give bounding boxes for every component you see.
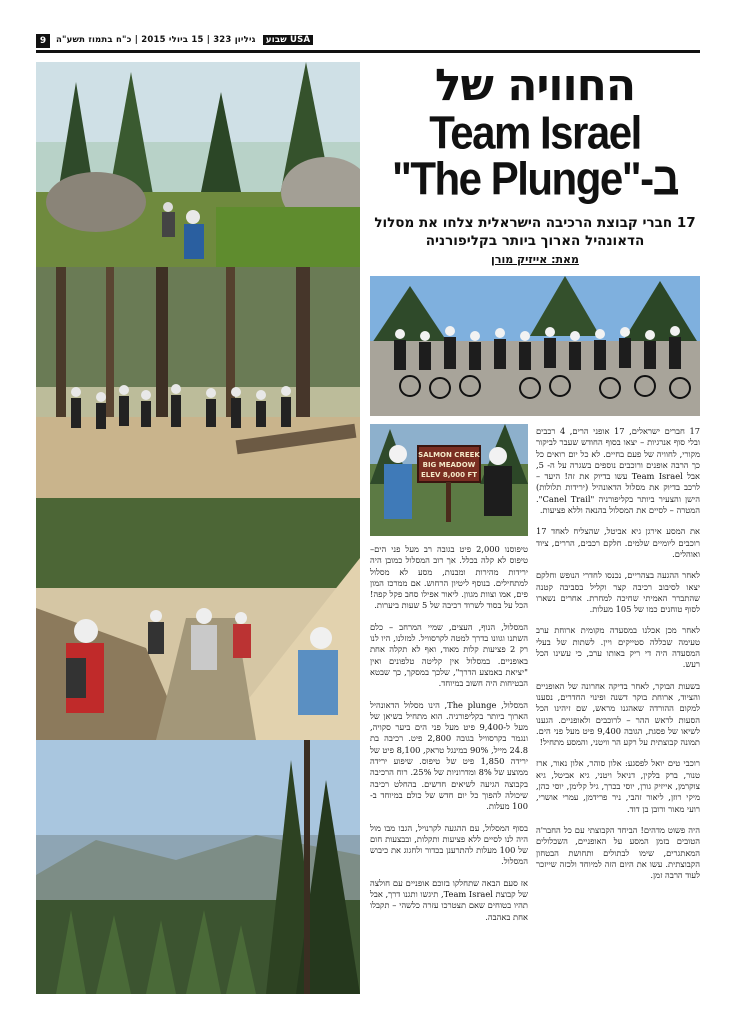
- paragraph: לאחר ההגעה בצהריים, נכנסו לחדרי הנופש וחלקם יצאו לסיבוב רכיבה קצר וקליל בסביבה קטנה שהתברר האמיתי שחיכה למחרת. אחרים נשארו לסוף טוחנים כמו של 105 מעלות.: [536, 570, 700, 615]
- article-title: [370, 60, 700, 205]
- paragraph: טיפוסנו 2,000 פיט בגובה רב מעל פני הים– טיפוס לא קלה בכלל. אך רוב המסלול כמובן היה ירידות מהירות ומבנות, מסע לא מסלול למתחילים. בנוסף ליטיון הרחוש. אם ממרכז המון פים, אמו וצוות מגוון. ליאור אפילו סחב פקל קפה! הכל על בסוד לשרוד רכיבה של 5 שעות ביערות.: [370, 544, 528, 611]
- publication-logo: USA שבוע: [263, 35, 313, 45]
- photo-riders-trail: [36, 498, 360, 740]
- paragraph: רוכבי טים יואל לפסגע: אלון סוהר, אלון נאור, ארז טנור, ברק בלקין, דניאל ויטני, גיא אביטל, גיא צוקרמן, אייזיק גורן, יוסי בכרך, גיל קלימן, יוסי כהן, מיקי רוזן, ליאור זהבי, ניר פרידמן, עמרי אושרי, רועי מאור ורובן בן דוד.: [536, 758, 700, 814]
- text-column-right: [536, 426, 700, 996]
- paragraph: בסוף המסלול, עם ההגעה לקרנויל, הגבו מבו מול היה לנו לסיים ללא פציעות ותקלות, ובבצעות חום של 100 מעלות להתרענן בכדור ולחגוג את כיבוש המסלול.: [370, 822, 528, 867]
- paragraph: לאחר מכן אכלנו במסעדה מקומית ארוחת ערב טעימה שכללה סטייקים ויין. לשתות של בעלי המסעדה היה די ריק באותו ערב, כי עשינו הכל רעש.: [536, 625, 700, 670]
- page-number: 9: [36, 34, 50, 48]
- paragraph: המסלול, The plunge, הינו מסלול הדאונהיל הארוך ביותר בקליפורניה. הוא מתחיל בשיאן של מעל ל-9,400 פיט מעל פני הים ביער סקויה, ונגמר בקרסוויל בגובה 2,800 פיט. רכיבה בת 24.8 מייל, 90% במינגל טראק, 8,100 פיט של ירידה 1,850 פיט של טיפוס. שיפוע ירידה ממוצע של 8% ומדרוניות של 25%. רוח הרכיבה בקבוצה הגיעה לשיאים חדשים. בהחלט רכיבה שיכולה להפוך כל יום חדש של כולם במיוחד ב- 100 מעלות.: [370, 699, 528, 812]
- paragraph: בשעות הבוקר, לאחר בדיקה אחרונה של האופניים והציוד, ארוחת בוקר דשנה ופינוי החדרים, נסענו למקום ההורדה שאהגנו מראש, שם זיהינו הכל הסעות לראש ההר – לרוכבים ולאופניים. הגענו לשיאו של פסגת, הגובה 9,400 פיט מעל פני הים. תמונה קבוצתית על רקע הר וויטני, והמסע מתחיל!: [536, 680, 701, 748]
- photo-salmon-creek-sign: [370, 424, 528, 536]
- sign-text-3: ELEV 8,000 FT: [420, 471, 478, 479]
- issue-line: גיליון 323 | 15 ביולי 2015 | כ"ח בתמוז תשע"ה: [56, 35, 256, 45]
- title-english: Team Israel: [429, 106, 641, 159]
- photo-team-group: [370, 276, 700, 416]
- header-rule: [36, 50, 700, 53]
- photo-forest-meadow: [36, 62, 360, 267]
- paragraph: המסלול, הנוף, העצים, שמיי המרחב – כלם השתנו וגוונו בדרך למטה לקרסוויל. למזלנו, היו לנו רק 2 פציעות קלות מאוד, ואף לא תקלה אחת באופניים. במסלול אין קליטה טלפונים ואין "יציאת באמצע הדרך", שלכך במסקך, כך שבטא הבטיחות היה חשוב במיוחד.: [370, 621, 528, 689]
- article-byline: מאת: אייזיק מורן: [491, 253, 579, 266]
- page-header: [36, 34, 700, 52]
- photo-valley-view: [36, 740, 360, 994]
- paragraph: 17 חברים ישראלים, 17 אופני הרים, 4 רכבים ובלי סוף אנרגיות – יצאו בסוף החודש שעבר לביקור מקורי, לחוויה של פעם בחיים. לא כל יום רואים כל כך הרבה אופנים ורוכבים נוספים בשגרה על ה- 5, אבל Team Israel עשו בדיוק את זה! היעד – לרכב בדיוק את מסלול הדאונהיל (ירידות תלולות) הישן והצעיר ביותר בקליפורניה "Canel Trail". המטרה – לסיים את המסלול בהנאה וללא פציעות.: [536, 426, 700, 516]
- issue-info: [56, 35, 313, 45]
- paragraph: את המסע אירגן גיא אביטל, שהצליח לאחד 17 רוכבים ליומיים שלמים. חלקם רכבים, הררים, ציוד ואוהלים.: [536, 526, 700, 559]
- paragraph: אז סעם הבאה שתחלקו בזוכם אופניים עם חולצה של קבוצת Team Israel, תיגשו ותגנו דרך, אבל תהיו בטוחים שאם תצטרכו עזרה כלשהי – תקבלו אחת באהבה.: [370, 877, 529, 922]
- title-hebrew: החוויה של: [434, 60, 636, 111]
- sign-text-1: SALMON CREEK: [418, 451, 480, 459]
- paragraph: היה פשוט מדהים! הביחד הקבוצתי עם כל החבר'ה הטובים בזמן המסע על האופניים, השכלולים המאתגרים, שימו לבתולים ותחושת הבטחון הקבוצתית. עשו את היום הזה למיוחד ולכזה שייזכר לעוד הרבה זמן.: [536, 824, 700, 881]
- photo-group-pine-forest: [36, 267, 360, 498]
- sign-text-2: BIG MEADOW: [422, 461, 476, 469]
- title-plunge: ב-"The Plunge": [391, 152, 679, 205]
- text-column-left: [370, 544, 528, 996]
- article-subtitle: 17 חברי קבוצת הרכיבה הישראלית צלחו את מסלול הדאונהיל הארוך ביותר בקליפורניה: [374, 215, 696, 249]
